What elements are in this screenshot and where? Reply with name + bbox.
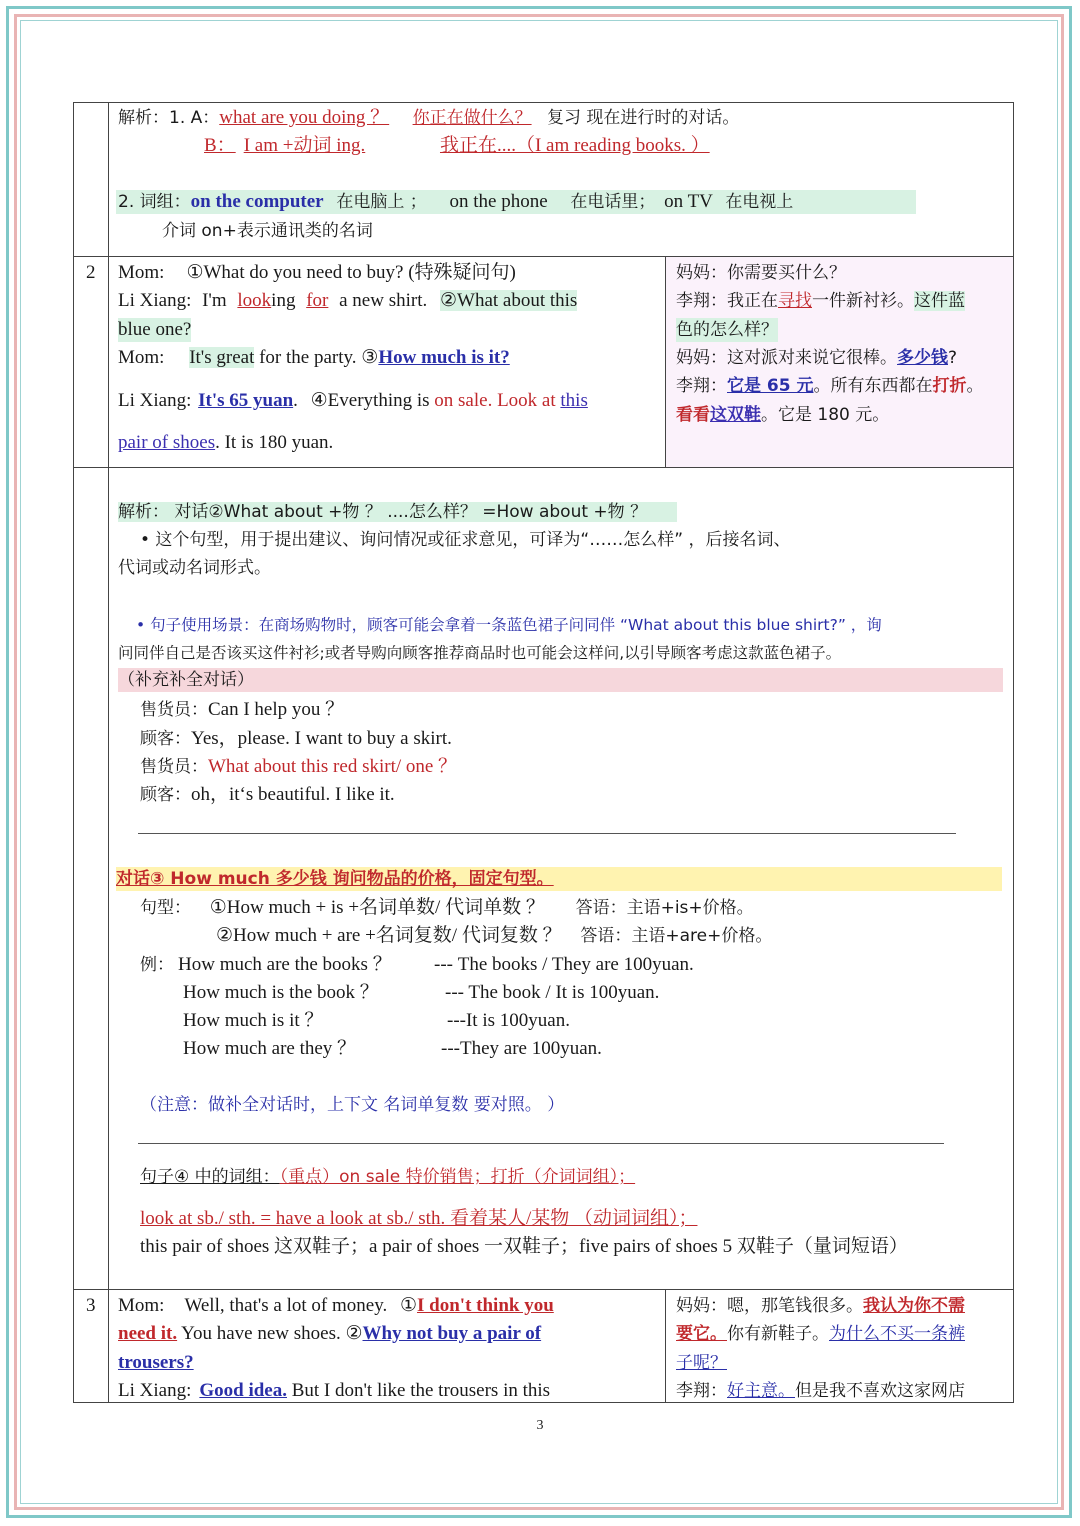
table-border-top bbox=[73, 102, 1014, 103]
analysis-scene-2: 问同伴自己是否该买这件衬衫;或者导购向顾客推荐商品时也可能会这样问,以引导顾客考虑这款蓝色裙子。 bbox=[118, 644, 842, 662]
row2-line-6: pair of shoes. It is 180 yuan. bbox=[118, 432, 334, 453]
row2-line-2: Li Xiang: I'm looking for a new shirt. ②What about this bbox=[118, 290, 578, 311]
row2-line-4: Mom: It's great for the party. ③How much is it? bbox=[118, 347, 510, 368]
row1-phrase-rule: 介词 on+表示通讯类的名词 bbox=[162, 221, 373, 241]
row2-zh-1: 妈妈：你需要买什么？ bbox=[676, 263, 846, 283]
table-row-divider bbox=[73, 467, 1014, 468]
row2-zh-6: 看看这双鞋。它是 180 元。 bbox=[676, 405, 890, 425]
row2-zh-2: 李翔：我正在寻找一件新衬衫。这件蓝 bbox=[676, 291, 965, 311]
dialogue-line-3: 售货员：What about this red skirt/ one ？ bbox=[140, 756, 458, 777]
row3-zh-4: 李翔：好主意。但是我不喜欢这家网店 bbox=[676, 1381, 965, 1401]
answer-rule-line bbox=[138, 833, 956, 834]
analysis-p3: 代词或动名词形式。 bbox=[118, 558, 271, 578]
row3-number: 3 bbox=[86, 1295, 96, 1316]
analysis-p2: • 这个句型，用于提出建议、询问情况或征求意见，可译为“……怎么样” ，后接名词、 bbox=[140, 530, 791, 550]
howmuch-note: （注意：做补全对话时，上下文 名词单复数 要对照。 ） bbox=[140, 1095, 565, 1115]
row3-line-2: need it. You have new shoes. ②Why not buy a pair of bbox=[118, 1323, 542, 1344]
page-number: 3 bbox=[536, 1418, 544, 1433]
row2-zh-5: 李翔：它是 65 元。所有东西都在打折。 bbox=[676, 376, 984, 396]
row3-zh-2: 要它。你有新鞋子。为什么不买一条裤 bbox=[676, 1324, 965, 1344]
analysis-heading: 解析： 对话②What about +物 ？ ....怎么样？ =How about +物 ？ bbox=[118, 500, 677, 524]
row3-line-3: trousers? bbox=[118, 1352, 194, 1373]
table-number-column-divider bbox=[108, 102, 109, 1402]
phrases4-line-3: this pair of shoes 这双鞋子；a pair of shoes 一双鞋子；five pairs of shoes 5 双鞋子（量词短语） bbox=[140, 1236, 908, 1257]
howmuch-example-4: How much are they ？ ---They are 100yuan. bbox=[183, 1038, 602, 1059]
row2-zh-4: 妈妈：这对派对来说它很棒。多少钱? bbox=[676, 348, 958, 368]
row1-analysis-a: 解析：1. A：what are you doing ？ 你正在做什么？ 复习 现在进行时的对话。 bbox=[118, 107, 740, 128]
phrases4-line-1: 句子④ 中的词组：（重点）on sale 特价销售；打折（介词词组）； bbox=[140, 1167, 636, 1187]
answer-rule-line-2 bbox=[138, 1143, 944, 1144]
howmuch-example-2: How much is the book ？ --- The book / It is 100yuan. bbox=[183, 982, 660, 1003]
howmuch-title: 对话③ How much 多少钱 询问物品的价格，固定句型。 bbox=[116, 867, 1002, 891]
dialogue-line-4: 顾客：oh，it‘s beautiful. I like it. bbox=[140, 784, 395, 805]
row2-zh-3: 色的怎么样？ bbox=[676, 320, 778, 340]
table-border-right bbox=[1013, 102, 1014, 1402]
howmuch-pattern-2: ②How much + are +名词复数/ 代词复数 ？ 答语：主语+are+价格。 bbox=[216, 925, 773, 946]
howmuch-example-1: 例： How much are the books ？ --- The books / They are 100yuan. bbox=[140, 954, 694, 975]
analysis-fill-heading: （补充补全对话） bbox=[118, 668, 1003, 692]
row1-phrases: 2. 词组：on the computer 在电脑上 ； on the phone 在电话里； on TV 在电视上 bbox=[116, 190, 916, 214]
howmuch-example-3: How much is it ？ ---It is 100yuan. bbox=[183, 1010, 570, 1031]
phrases4-line-2: look at sb./ sth. = have a look at sb./ sth. 看着某人/某物 （动词词组）； bbox=[140, 1208, 698, 1229]
row1-analysis-b: B： I am +动词 ing. 我正在....（I am reading books. ） bbox=[204, 135, 710, 156]
row3-line-4: Li Xiang: Good idea. But I don't like the trousers in this bbox=[118, 1380, 551, 1401]
dialogue-line-1: 售货员：Can I help you ？ bbox=[140, 699, 345, 720]
row3-zh-3: 子呢？ bbox=[676, 1353, 727, 1373]
row2-line-1: Mom: ①What do you need to buy? (特殊疑问句) bbox=[118, 262, 516, 283]
table-row-divider bbox=[73, 1289, 1014, 1290]
row2-number: 2 bbox=[86, 262, 96, 283]
table-translation-divider bbox=[665, 1289, 666, 1402]
table-border-left bbox=[73, 102, 74, 1402]
row2-line-5: Li Xiang: It's 65 yuan. ④Everything is on sale. Look at this bbox=[118, 390, 588, 411]
dialogue-line-2: 顾客：Yes，please. I want to buy a skirt. bbox=[140, 728, 452, 749]
row2-line-3: blue one? bbox=[118, 319, 192, 340]
analysis-scene-1: • 句子使用场景：在商场购物时，顾客可能会拿着一条蓝色裙子问同伴 “What about this blue shirt?” ，询 bbox=[136, 616, 882, 634]
row3-line-1: Mom: Well, that's a lot of money. ①I don't think you bbox=[118, 1295, 554, 1316]
howmuch-pattern-1: 句型： ①How much + is +名词单数/ 代词单数 ？ 答语：主语+is+价格。 bbox=[140, 897, 754, 918]
row3-zh-1: 妈妈：嗯，那笔钱很多。我认为你不需 bbox=[676, 1296, 965, 1316]
